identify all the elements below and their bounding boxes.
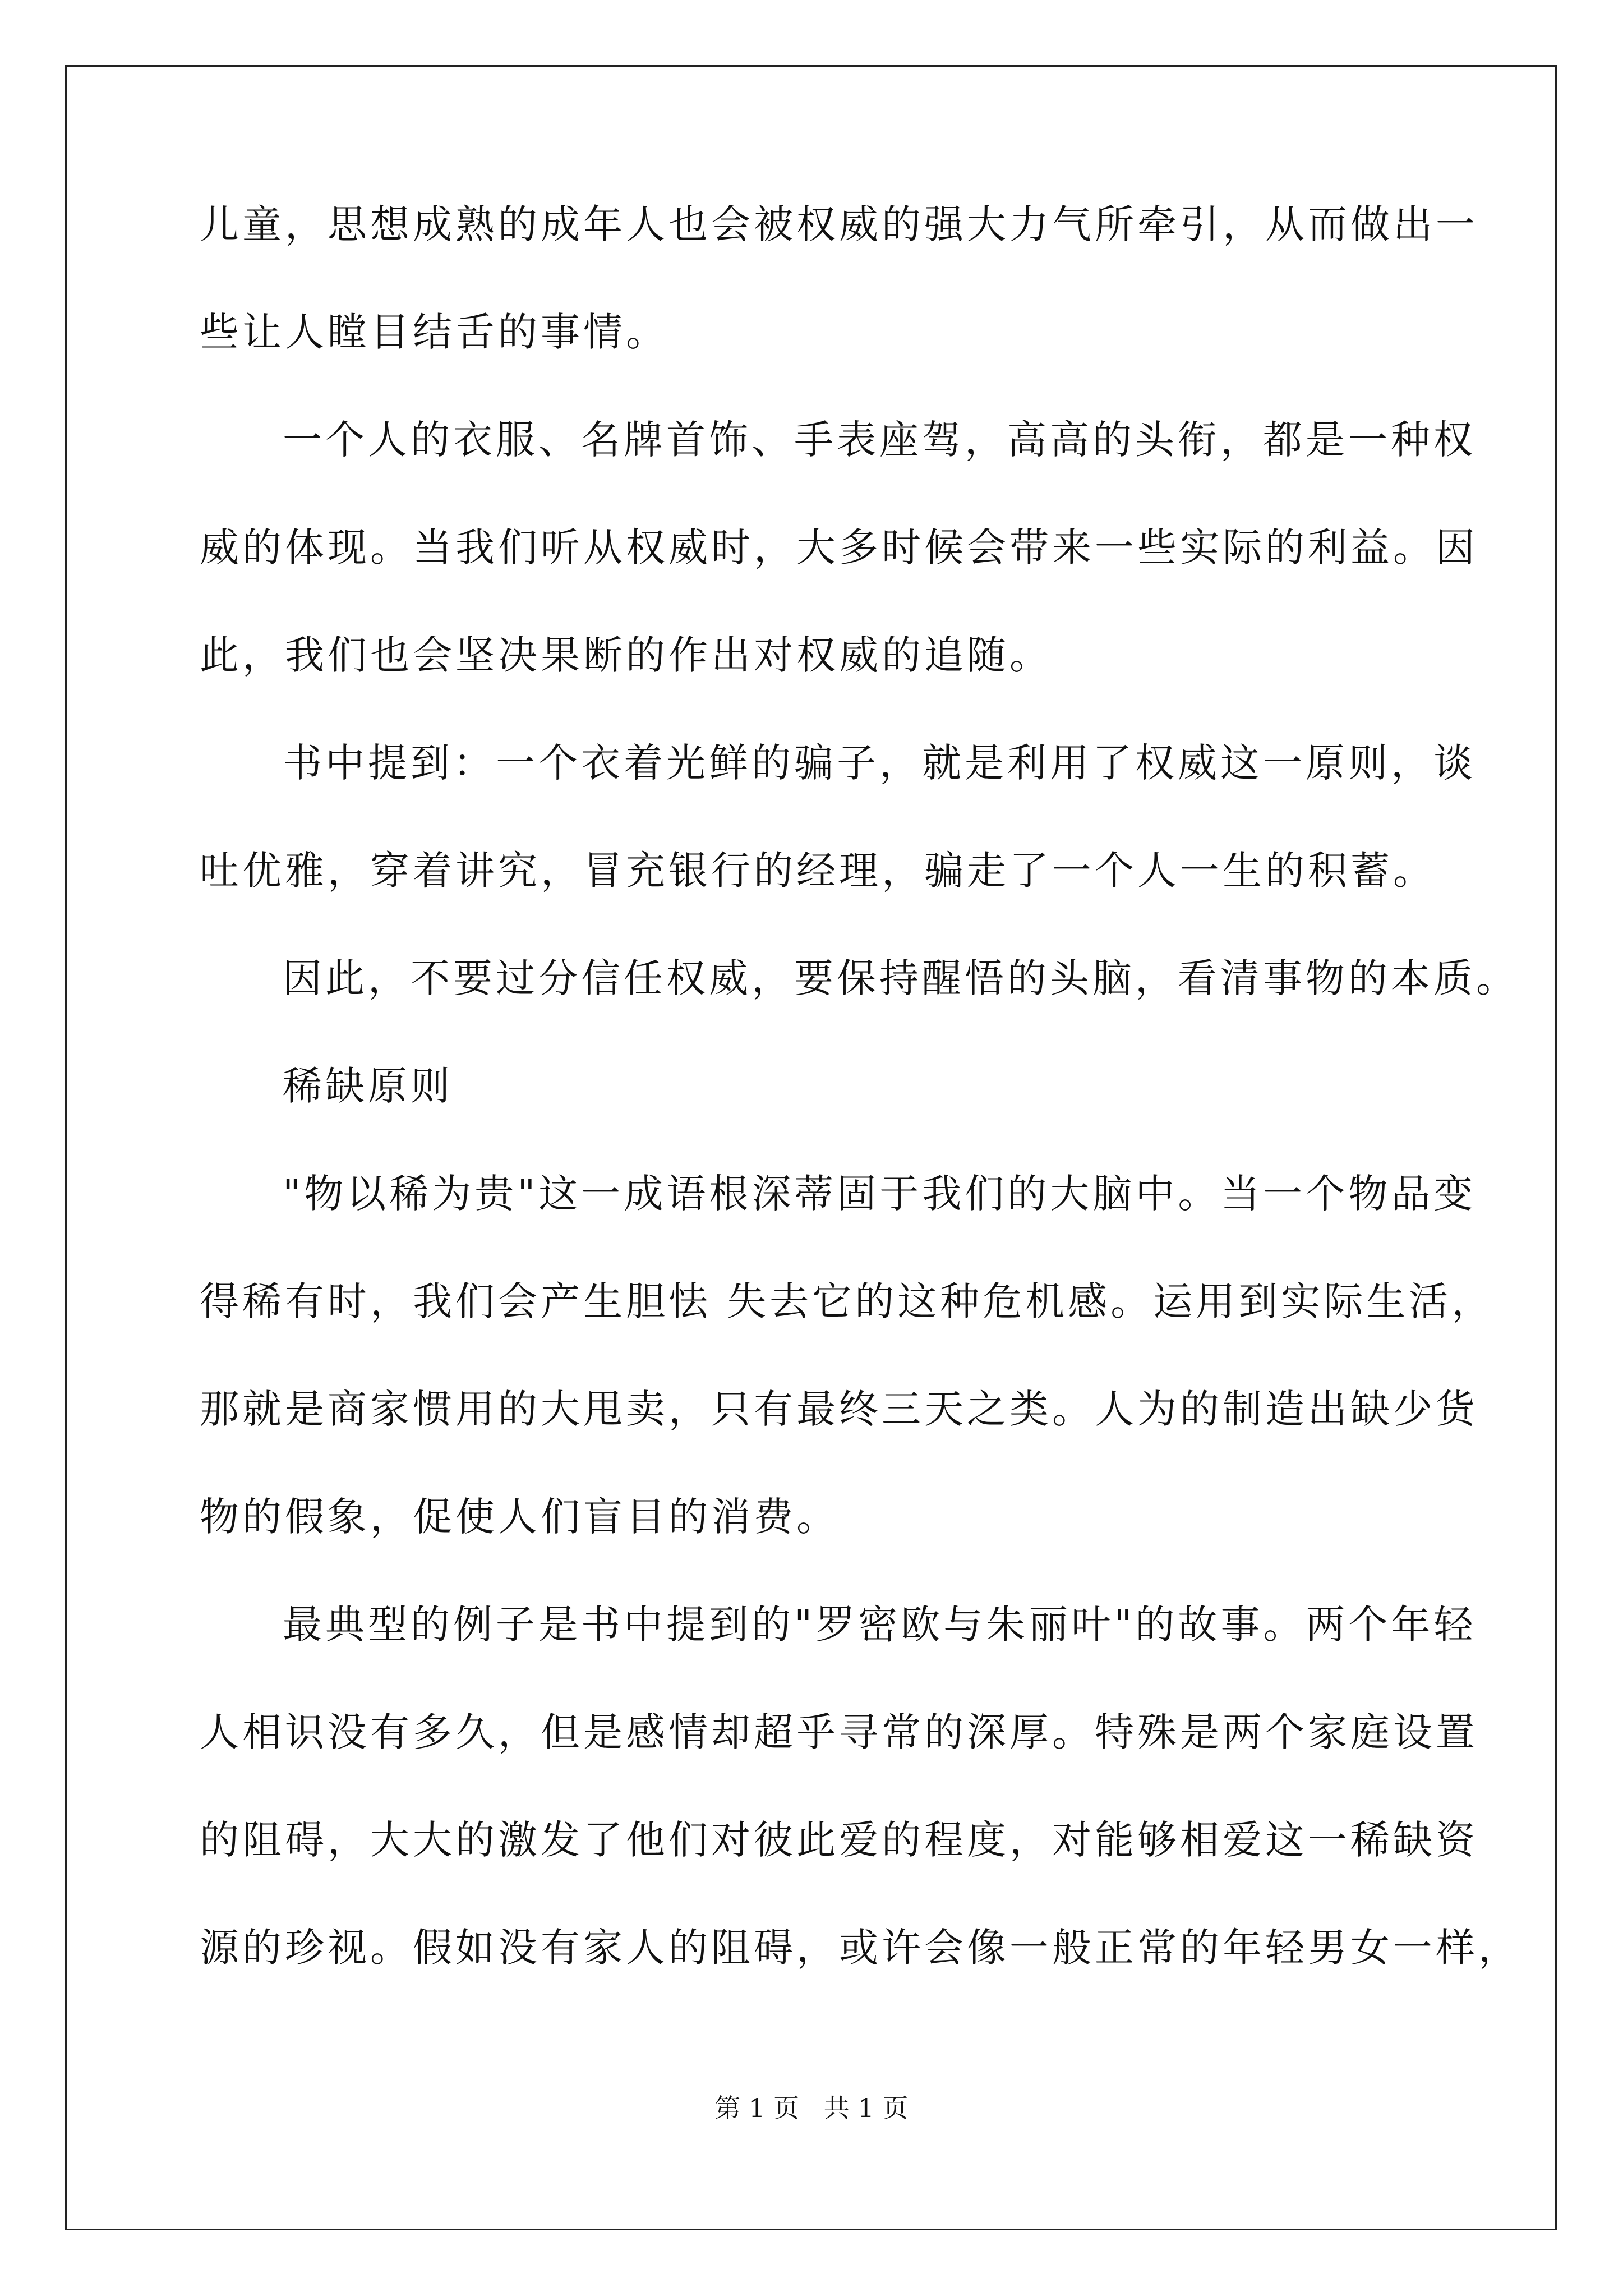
section-heading: 稀缺原则 [283,1063,453,1109]
text-line: 的阻碍，大大的激发了他们对彼此爱的程度，对能够相爱这一稀缺资 [200,1817,1478,1863]
text-line: 因此，不要过分信任权威，要保持醒悟的头脑，看清事物的本质。 [283,955,1519,1001]
text-line: 得稀有时，我们会产生胆怯 失去它的这种危机感。运用到实际生活， [200,1278,1495,1324]
document-body [200,201,1521,2033]
text-line: 些让人瞠目结舌的事情。 [200,309,668,355]
text-line: 源的珍视。假如没有家人的阻碍，或许会像一般正常的年轻男女一样， [200,1925,1521,1971]
text-line: 吐优雅，穿着讲究，冒充银行的经理，骗走了一个人一生的积蓄。 [200,848,1436,894]
text-line: 人相识没有多久，但是感情却超乎寻常的深厚。特殊是两个家庭设置 [200,1709,1478,1755]
text-line: 最典型的例子是书中提到的"罗密欧与朱丽叶"的故事。两个年轻 [283,1602,1477,1648]
text-line: 威的体现。当我们听从权威时，大多时候会带来一些实际的利益。因 [200,524,1478,570]
text-line: 那就是商家惯用的大甩卖，只有最终三天之类。人为的制造出缺少货 [200,1386,1478,1432]
text-line: 物的假象，促使人们盲目的消费。 [200,1494,839,1540]
text-line: 此，我们也会坚决果断的作出对权威的追随。 [200,632,1052,678]
text-line: 儿童，思想成熟的成年人也会被权威的强大力气所牵引，从而做出一 [200,201,1478,247]
text-line: 一个人的衣服、名牌首饰、手表座驾，高高的头衔，都是一种权 [283,417,1476,463]
page-number-footer: 第 1 页 共 1 页 [714,2093,909,2123]
text-line: "物以稀为贵"这一成语根深蒂固于我们的大脑中。当一个物品变 [283,1171,1477,1217]
text-line: 书中提到：一个衣着光鲜的骗子，就是利用了权威这一原则，谈 [283,740,1476,786]
